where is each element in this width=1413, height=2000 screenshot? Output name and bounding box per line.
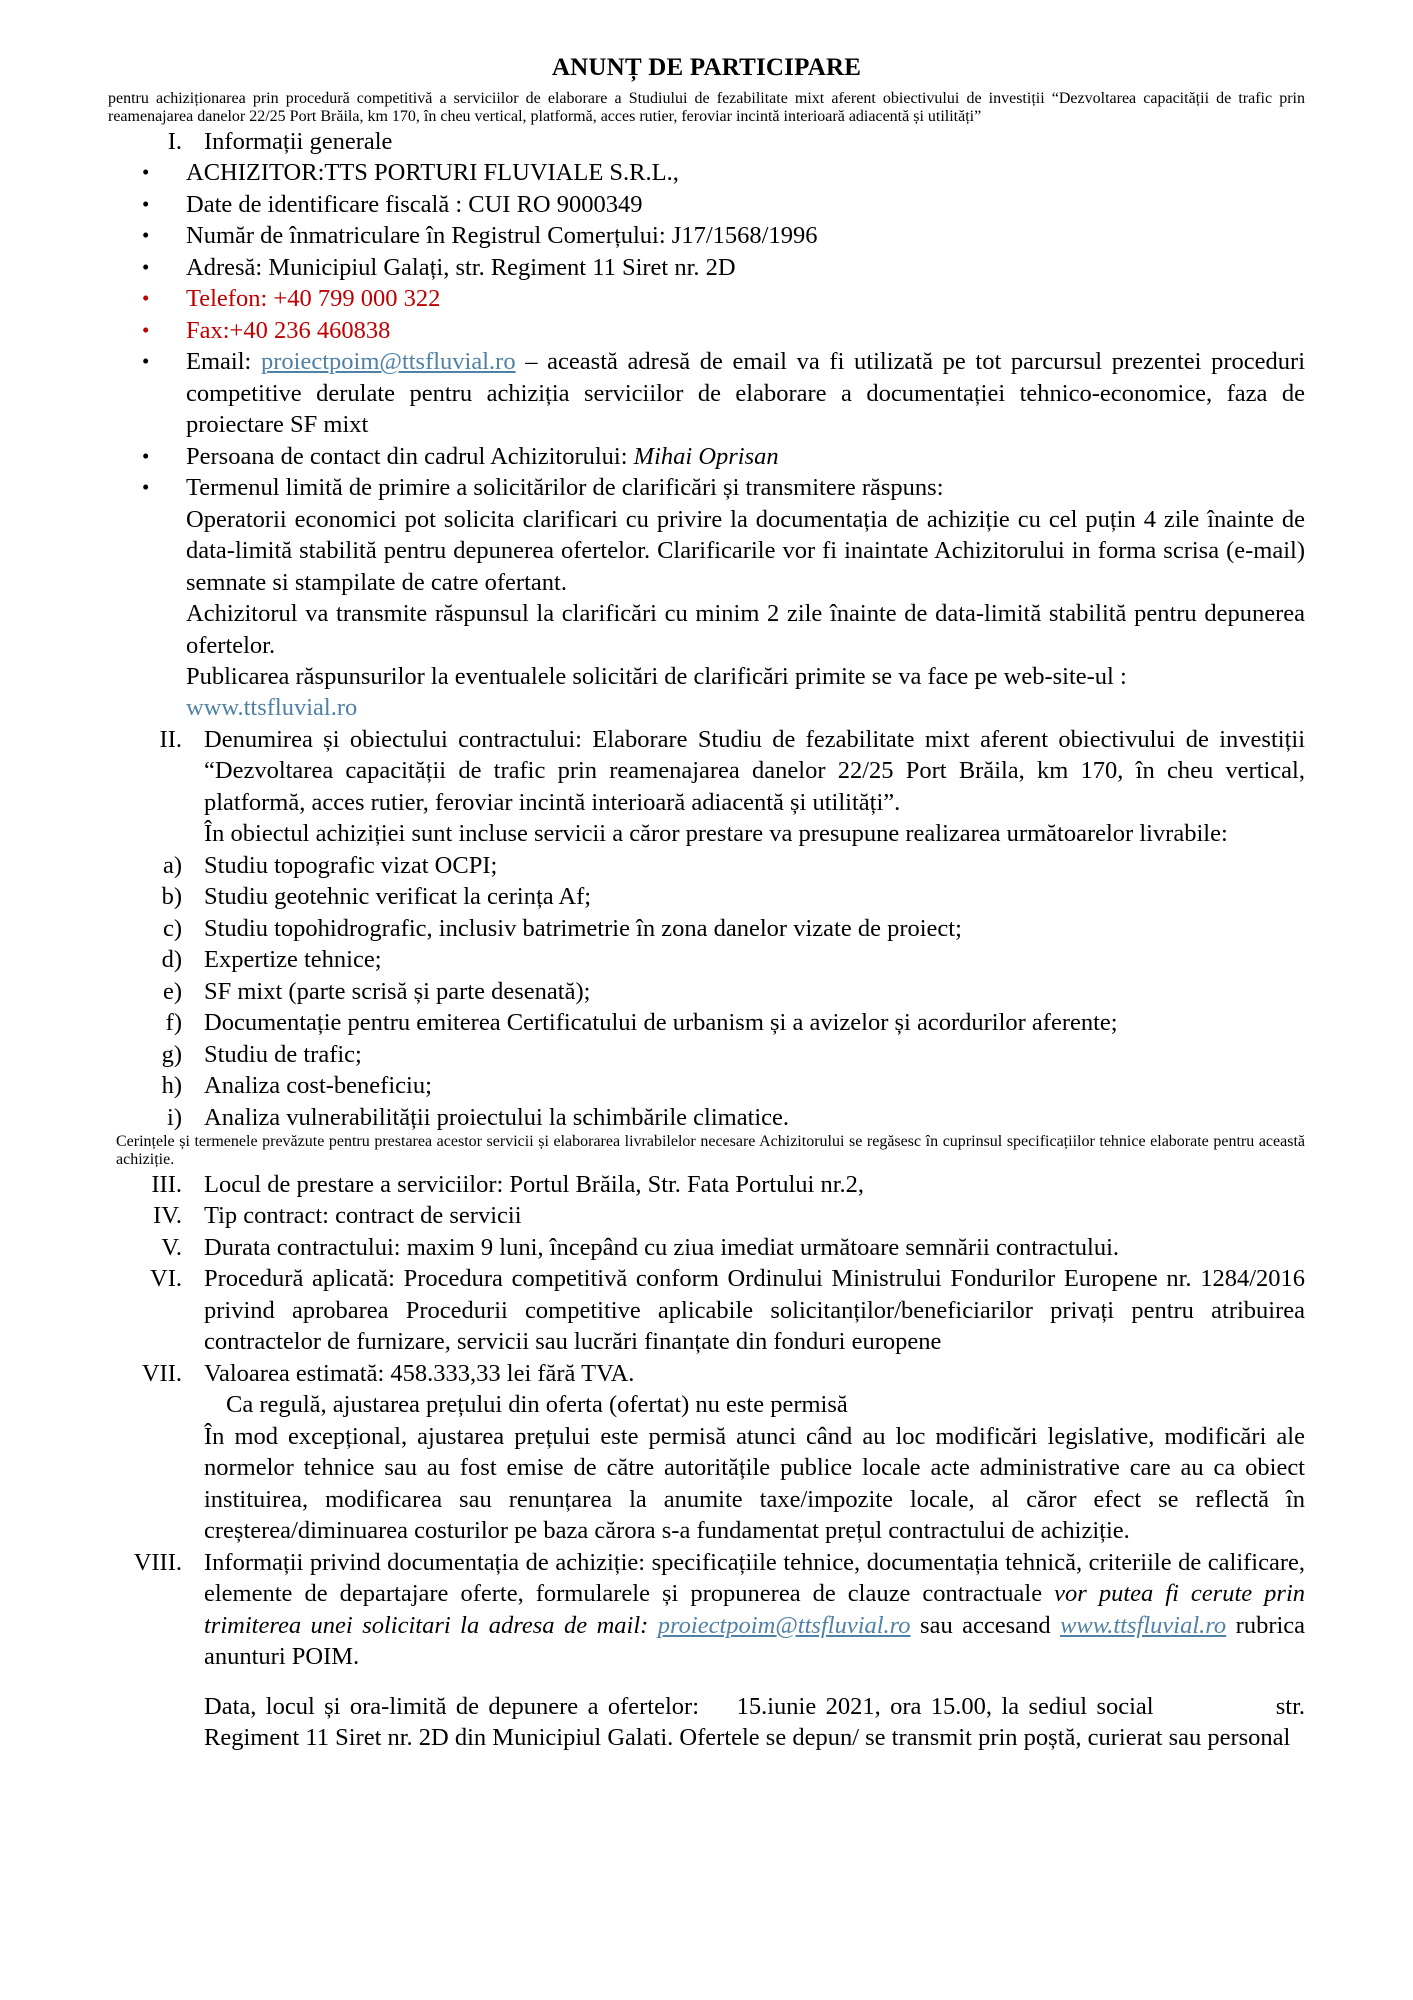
list-item	[108, 472, 1305, 724]
section-4-text: Tip contract: contract de servicii	[204, 1202, 522, 1230]
page-title: ANUNȚ DE PARTICIPARE	[551, 54, 862, 81]
section-4-numeral: IV.	[153, 1202, 182, 1230]
contact-person-line	[186, 441, 1305, 472]
registration-number-line: Număr de înmatriculare în Registrul Comerțului: J17/1568/1996	[186, 222, 818, 250]
section-5-row	[108, 1232, 1305, 1263]
section-5-text: Durata contractului: maxim 9 luni, începând cu ziua imediat următoare semnării contractului.	[204, 1233, 1120, 1261]
bullet-icon: •	[142, 254, 150, 279]
section-6-row	[108, 1263, 1305, 1357]
deliverable-marker: a)	[162, 851, 182, 879]
email-link[interactable]: proiectpoim@ttsfluvial.ro	[261, 348, 516, 376]
section-2-numeral: II.	[159, 725, 182, 753]
section-3-row	[108, 1169, 1305, 1200]
bullet-icon: •	[142, 443, 150, 468]
section-8-row	[108, 1547, 1305, 1754]
deliverable-text: Analiza vulnerabilității proiectului la schimbările climatice.	[204, 1103, 790, 1131]
section-2-row	[108, 724, 1305, 850]
section-6-numeral: VI.	[150, 1265, 182, 1293]
section-7-body	[204, 1358, 1305, 1547]
deadline-label: Data, locul și ora-limită de depunere a ofertelor:	[204, 1692, 699, 1720]
deliverable-text: Studiu topohidrografic, inclusiv batrimetrie în zona danelor vizate de proiect;	[204, 914, 962, 942]
deliverable-text: Documentație pentru emiterea Certificatului de urbanism și a avizelor și acordurilor aferente;	[204, 1009, 1118, 1037]
list-item	[108, 283, 1305, 314]
deliverable-text: Expertize tehnice;	[204, 946, 382, 974]
list-item	[108, 441, 1305, 472]
deliverable-marker: f)	[165, 1009, 182, 1037]
deliverable-text: Studiu de trafic;	[204, 1040, 362, 1068]
intro-paragraph: pentru achiziționarea prin procedură competitivă a serviciilor de elaborare a Studiului de fezabilitate mixt aferent obiectivului de investiții “Dezvoltarea capacității de trafic prin reamenajarea danelor 22/25 Port Brăila, km 170, în cheu vertical, platformă, acces rutier, feroviar incintă interioară adiacentă și utilități”	[108, 90, 1305, 125]
section-7-numeral: VII.	[141, 1359, 182, 1387]
section-7-paragraph-2: Ca regulă, ajustarea prețului din oferta (ofertat) nu este permisă	[226, 1391, 848, 1419]
phone-line: Telefon: +40 799 000 322	[186, 285, 441, 313]
section-3-numeral: III.	[151, 1171, 182, 1198]
section-1-bullet-list	[108, 157, 1305, 723]
deliverable-marker: e)	[162, 977, 182, 1005]
clarifications-paragraph-1: Operatorii economici pot solicita clarificari cu privire la documentația de achiziție cu cel puțin 4 zile înainte de data-limită stabilită pentru depunerea ofertelor. Clarificarile vor fi inaintate Achizitorului in forma scrisa (e-mail) semnate si stampilate de catre ofertant.	[186, 505, 1305, 596]
section-8-paragraph-1	[204, 1547, 1305, 1673]
clarifications-website-link[interactable]: www.ttsfluvial.ro	[186, 694, 358, 722]
list-item	[108, 976, 1305, 1007]
bullet-icon: •	[142, 349, 150, 374]
deliverable-marker: d)	[161, 946, 182, 974]
list-item	[108, 1070, 1305, 1101]
section-6-text: Procedură aplicată: Procedura competitivă conform Ordinului Ministrului Fondurilor Europene nr. 1284/2016 privind aprobarea Procedurii competitive aplicabile solicitanților/beneficiarilor privați pentru atribuirea contractelor de furnizare, servicii sau lucrări finanțate din fonduri europene	[204, 1265, 1305, 1356]
achizitor-line: ACHIZITOR:TTS PORTURI FLUVIALE S.R.L.,	[186, 159, 679, 187]
clarifications-heading: Termenul limită de primire a solicitărilor de clarificări și transmitere răspuns:	[186, 474, 944, 502]
contact-person-name: Mihai Oprisan	[633, 442, 779, 470]
section-8-numeral: VIII.	[133, 1548, 182, 1576]
bullet-icon: •	[142, 317, 150, 342]
list-item	[108, 1039, 1305, 1070]
bullet-icon: •	[142, 475, 150, 500]
list-item	[108, 315, 1305, 346]
contact-person-label: Persoana de contact din cadrul Achizitorului:	[186, 442, 628, 470]
section-8-website-link[interactable]: www.ttsfluvial.ro	[1060, 1611, 1227, 1639]
section-8-email-link[interactable]: proiectpoim@ttsfluvial.ro	[657, 1611, 911, 1639]
deliverable-marker: c)	[162, 914, 182, 942]
clarifications-paragraph-2: Achizitorul va transmite răspunsul la clarificări cu minim 2 zile înainte de data-limită stabilită pentru depunerea ofertelor.	[186, 600, 1305, 659]
email-label: Email:	[186, 348, 252, 376]
list-item	[108, 252, 1305, 283]
bullet-icon: •	[142, 191, 150, 216]
section-2-body	[204, 724, 1305, 850]
deliverable-text: Analiza cost-beneficiu;	[204, 1072, 432, 1100]
list-item	[108, 1102, 1305, 1133]
section-5-numeral: V.	[161, 1233, 182, 1261]
section-8-connector: sau accesand	[920, 1611, 1051, 1639]
fiscal-id-line: Date de identificare fiscală : CUI RO 9000349	[186, 190, 643, 218]
list-item	[108, 1007, 1305, 1038]
deadline-address: Regiment 11 Siret nr. 2D din Municipiul Galati. Ofertele se depun/ se transmit prin poștă, curierat sau personal	[204, 1723, 1291, 1751]
list-item	[108, 220, 1305, 251]
deliverable-marker: g)	[161, 1040, 182, 1068]
section-8-body	[204, 1547, 1305, 1754]
bullet-icon: •	[142, 223, 150, 248]
list-item	[108, 850, 1305, 881]
section-2-paragraph-2: În obiectul achiziției sunt incluse servicii a căror prestare va presupune realizarea următoarelor livrabile:	[204, 820, 1228, 848]
fax-line: Fax:+40 236 460838	[186, 316, 391, 344]
bullet-icon: •	[142, 160, 150, 185]
section-8-text-lead: Informații privind documentația de achiziție: specificațiile tehnice, documentația tehnică, criteriile de calificare, elemente de departajare oferte, formularele și propunerea de clauze contractuale	[204, 1548, 1305, 1608]
section-1-heading: Informații generale	[204, 128, 393, 155]
email-description: – această adresă de email va fi utilizată pe tot parcursul prezentei proceduri competitive derulate pentru achiziția serviciilor de elaborare a documentației tehnico-economice, faza de proiectare SF mixt	[186, 348, 1306, 439]
section-1-heading-row	[108, 126, 1305, 157]
section-2-closing-paragraph: Cerințele și termenele prevăzute pentru prestarea acestor servicii și elaborarea livrabilelor necesare Achizitorului se regăsesc în cuprinsul specificațiilor tehnice elaborate pentru această achiziție.	[116, 1133, 1305, 1168]
list-item	[108, 913, 1305, 944]
list-item	[108, 881, 1305, 912]
deliverable-marker: b)	[161, 883, 182, 911]
section-8-rubric: rubrica anunturi POIM.	[204, 1611, 1306, 1671]
bullet-icon: •	[142, 286, 150, 311]
deliverable-text: Studiu geotehnic verificat la cerința Af;	[204, 883, 592, 911]
deadline-address-prefix: str.	[1275, 1692, 1306, 1720]
deliverable-text: SF mixt (parte scrisă și parte desenată);	[204, 977, 591, 1005]
list-item	[108, 157, 1305, 188]
section-8-deadline-paragraph	[204, 1691, 1305, 1754]
section-7-paragraph-3: În mod excepțional, ajustarea prețului este permisă atunci când au loc modificări legislative, modificări ale normelor tehnice sau au fost emise de către autoritățile publice locale acte administrative care au ca obiect instituirea, modificarea sau renunțarea la anumite taxe/impozite locale, al căror efect se reflectă în creșterea/diminuarea costurilor pe baza cărora s-a fundamentat prețul contractului de achiziție.	[204, 1422, 1305, 1545]
section-1-numeral: I.	[167, 128, 182, 155]
deadline-value: 15.iunie 2021, ora 15.00, la sediul social	[736, 1692, 1154, 1720]
address-line: Adresă: Municipiul Galați, str. Regiment 11 Siret nr. 2D	[186, 253, 736, 281]
clarifications-publication-text: Publicarea răspunsurilor la eventualele solicitări de clarificări primite se va face pe web-site-ul :	[186, 662, 1127, 690]
section-4-row	[108, 1200, 1305, 1231]
list-item	[108, 346, 1305, 440]
section-8-italic-request: vor putea fi cerute prin trimiterea unei solicitari la adresa de mail:	[204, 1580, 1306, 1639]
section-2-paragraph-1: Denumirea și obiectului contractului: Elaborare Studiu de fezabilitate mixt aferent obiectivului de investiții “Dezvoltarea capacității de trafic prin reamenajarea danelor 22/25 Port Brăila, km 170, în cheu vertical, platformă, acces rutier, feroviar incintă interioară adiacentă și utilități”.	[204, 725, 1305, 816]
list-item	[108, 189, 1305, 220]
deliverable-marker: h)	[161, 1072, 182, 1100]
clarifications-paragraph-3	[186, 661, 1305, 692]
spacer	[204, 1673, 1305, 1691]
section-3-text: Locul de prestare a serviciilor: Portul Brăila, Str. Fata Portului nr.2,	[204, 1171, 865, 1198]
section-7-estimated-value: Valoarea estimată: 458.333,33 lei fără TVA.	[204, 1359, 635, 1387]
clarifications-block	[186, 472, 1305, 724]
section-7-row	[108, 1358, 1305, 1547]
email-line	[186, 346, 1305, 440]
list-item	[108, 944, 1305, 975]
deliverable-marker: i)	[167, 1103, 182, 1131]
deliverable-text: Studiu topografic vizat OCPI;	[204, 851, 498, 879]
deliverables-list	[108, 850, 1305, 1133]
